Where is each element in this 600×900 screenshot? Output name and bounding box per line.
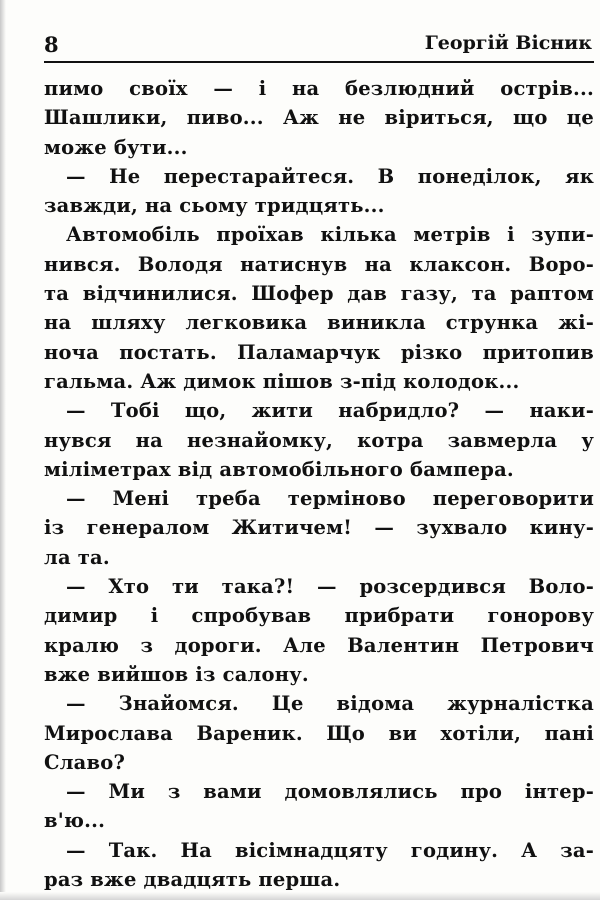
page-number: 8 (44, 32, 59, 57)
text-line: — Ми з вами домовлялись про інтер- (66, 780, 594, 804)
header-rule (44, 61, 594, 63)
running-head-author: Георгій Вісник (424, 32, 592, 54)
text-line: — Мені треба терміново переговорити (66, 487, 594, 511)
text-line: димир і спробував прибрати гонорову (44, 604, 594, 628)
text-line: — Тобі що, жити набридло? — наки- (66, 399, 594, 423)
text-line: раз вже двадцять перша. (44, 868, 341, 892)
text-line: може бути... (44, 135, 188, 159)
text-line: Автомобіль проїхав кілька метрів і зупи- (66, 223, 594, 247)
text-line: ла та. (44, 545, 110, 569)
text-line: нувся на незнайомку, котра завмерла у (44, 428, 594, 452)
text-line: вже вийшов із салону. (44, 662, 309, 686)
text-line: кралю з дороги. Але Валентин Петрович (44, 633, 594, 657)
text-line: Мирослава Вареник. Що ви хотіли, пані (44, 721, 594, 745)
text-line: Шашлики, пиво... Аж не віриться, що це (44, 106, 594, 130)
text-line: міліметрах від автомобільного бампера. (44, 457, 514, 481)
text-line: пимо своїх — і на безлюдний острів... (44, 77, 594, 100)
text-line: та відчинилися. Шофер дав газу, та раптом (44, 282, 594, 306)
text-line: — Хто ти така?! — розсердився Воло- (66, 575, 594, 599)
body-text (44, 74, 594, 894)
page-edge-shadow (0, 0, 6, 900)
text-line: гальма. Аж димок пішов з-під колодок... (44, 369, 520, 393)
text-line: ноча постать. Паламарчук різко притопив (44, 340, 594, 364)
text-line: — Так. На вісімнадцяту годину. А за- (66, 838, 594, 862)
text-line: нився. Володя натиснув на клаксон. Воро- (44, 252, 594, 276)
text-line: із генералом Житичем! — зухвало кину- (44, 516, 594, 540)
page-header (44, 32, 592, 62)
text-line: Славо? (44, 750, 126, 774)
text-line: — Знайомся. Це відома журналістка (66, 692, 594, 716)
text-line: — Не перестарайтеся. В понеділок, як (66, 164, 594, 188)
text-line: завжди, на сьому тридцять... (44, 194, 385, 218)
text-line: в'ю... (44, 809, 106, 833)
text-line: на шляху легковика виникла струнка жі- (44, 311, 594, 335)
